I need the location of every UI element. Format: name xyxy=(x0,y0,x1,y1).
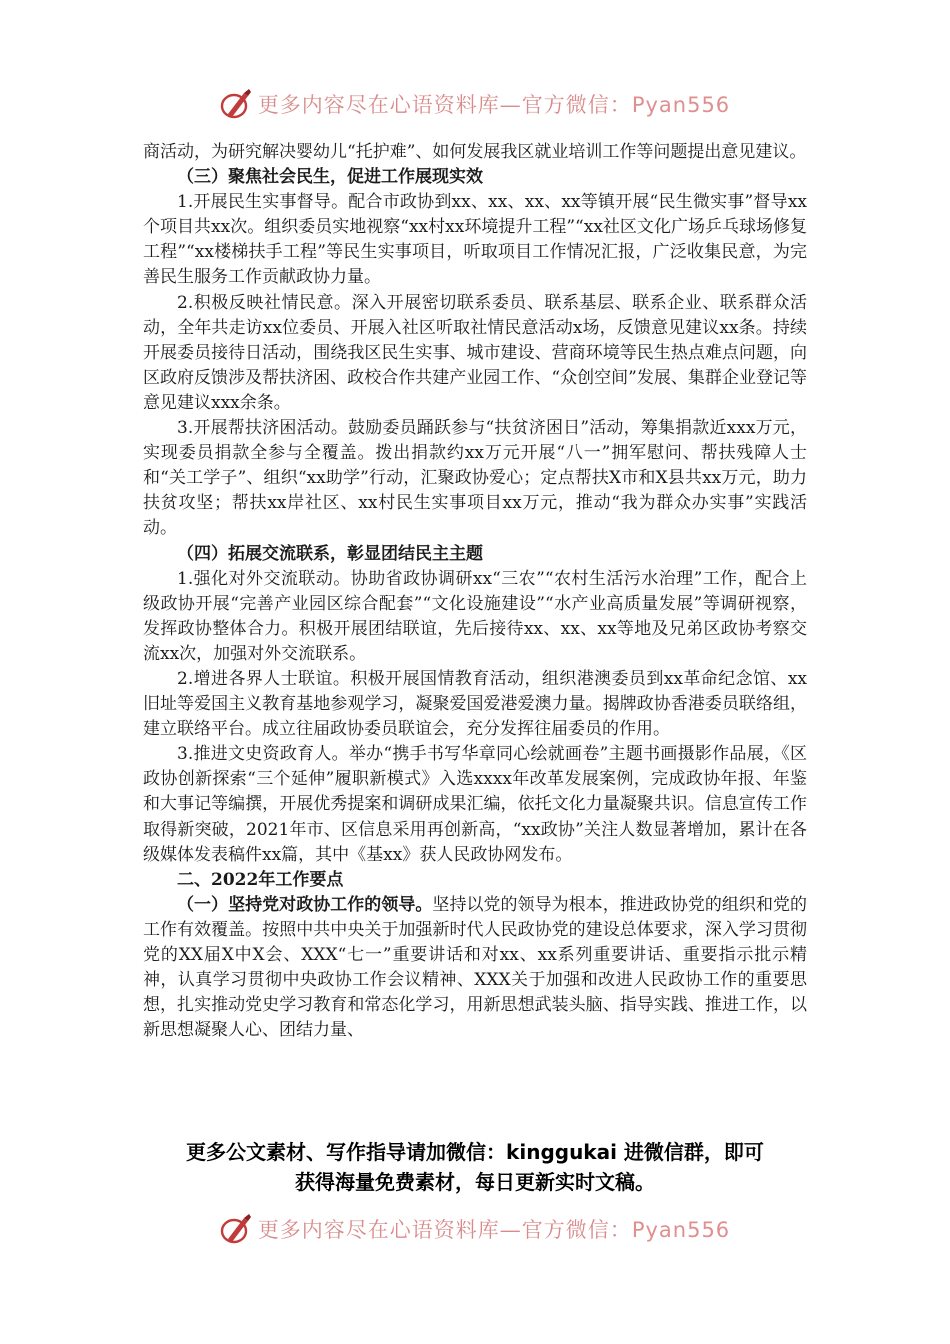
section-heading: 二、2022年工作要点 xyxy=(177,869,344,890)
paragraph-text: 坚持以党的领导为根本，推进政协党的组织和党的工作有效覆盖。按照中共中央关于加强新时代人民政协党的建设总体要求，深入学习贯彻党的XX届X中X会、XXX“七一”重要讲话和对xx、xx系列重要讲话、重要指示批示精神，认真学习贯彻中央政协工作会议精神、XXX关于加强和改进人民政协工作的重要思想，扎实推动党史学习教育和常态化学习，用新思想武装头脑、指导实践、推进工作，以新思想凝聚人心、团结力量、 xyxy=(143,894,808,1041)
body-paragraph: 1.强化对外交流联动。协助省政协调研xx“三农”“农村生活污水治理”工作，配合上级政协开展“完善产业园区综合配套”“文化设施建设”“水产业高质量发展”等调研视察，发挥政协整体合力。积极开展团结联谊，先后接待xx、xx、xx等地及兄弟区政协考察交流xx次，加强对外交流联系。 xyxy=(143,568,807,664)
header-banner xyxy=(0,84,950,124)
section-heading: （三）聚焦社会民生，促进工作展现实效 xyxy=(177,167,483,188)
document-body xyxy=(143,140,807,1043)
body-paragraph: 1.开展民生实事督导。配合市政协到xx、xx、xx、xx等镇开展“民生微实事”督导xx个项目共xx次。组织委员实地视察“xx村xx环境提升工程”“xx社区文化广场乒乓球场修复工程”“xx楼梯扶手工程”等民生实事项目，听取项目工作情况汇报，广泛收集民意，为完善民生服务工作贡献政协力量。 xyxy=(143,192,807,288)
body-paragraph: 3.推进文史资政育人。举办“携手书写华章同心绘就画卷”主题书画摄影作品展，《区政协创新探索“三个延伸”履职新模式》入选xxxx年改革发展案例，完成政协年报、年鉴和大事记等编撰，开展优秀提案和调研成果汇编，依托文化力量凝聚共识。信息宣传工作取得新突破，2021年市、区信息采用再创新高，“xx政协”关注人数显著增加，累计在各级媒体发表稿件xx篇，其中《基xx》获人民政协网发布。 xyxy=(143,744,807,865)
promo-note-line: 获得海量免费素材，每日更新实时文稿。 xyxy=(295,1170,655,1194)
promo-note-line: 更多公文素材、写作指导请加微信：kinggukai 进微信群，即可 xyxy=(186,1140,764,1164)
pen-logo-icon xyxy=(220,1212,254,1246)
paragraph-lead: （一）坚持党对政协工作的领导。 xyxy=(177,894,433,915)
body-paragraph: 2.积极反映社情民意。深入开展密切联系委员、联系基层、联系企业、联系群众活动，全年共走访xx位委员、开展入社区听取社情民意活动x场，反馈意见建议xx条。持续开展委员接待日活动，围绕我区民生实事、城市建设、营商环境等民生热点难点问题，向区政府反馈涉及帮扶济困、政校合作共建产业园工作、“众创空间”发展、集群企业登记等意见建议xxx余条。 xyxy=(143,292,807,413)
footer-banner xyxy=(0,1209,950,1249)
header-banner-text: 更多内容尽在心语资料库—官方微信：Pyan556 xyxy=(257,93,731,117)
body-paragraph-mixed xyxy=(143,893,807,1044)
footer-banner-text: 更多内容尽在心语资料库—官方微信：Pyan556 xyxy=(257,1218,731,1242)
promo-note xyxy=(120,1137,830,1197)
section-heading: （四）拓展交流联系，彰显团结民主主题 xyxy=(177,543,483,564)
body-paragraph: 3.开展帮扶济困活动。鼓励委员踊跃参与“扶贫济困日”活动，筹集捐款近xxx万元，实现委员捐款全参与全覆盖。拨出捐款约xx万元开展“八一”拥军慰问、帮扶残障人士和“关工学子”、组织“xx助学”行动，汇聚政协爱心；定点帮扶X市和X县共xx万元，助力扶贫攻坚；帮扶xx岸社区、xx村民生实事项目xx万元，推动“我为群众办实事”实践活动。 xyxy=(143,418,807,539)
pen-logo-icon xyxy=(220,87,254,121)
body-paragraph: 2.增进各界人士联谊。积极开展国情教育活动，组织港澳委员到xx革命纪念馆、xx旧址等爱国主义教育基地参观学习，凝聚爱国爱港爱澳力量。揭牌政协香港委员联络组，建立联络平台。成立往届政协委员联谊会，充分发挥往届委员的作用。 xyxy=(143,668,807,740)
paragraph-continuation: 商活动，为研究解决婴幼儿“托护难”、如何发展我区就业培训工作等问题提出意见建议。 xyxy=(143,142,807,162)
